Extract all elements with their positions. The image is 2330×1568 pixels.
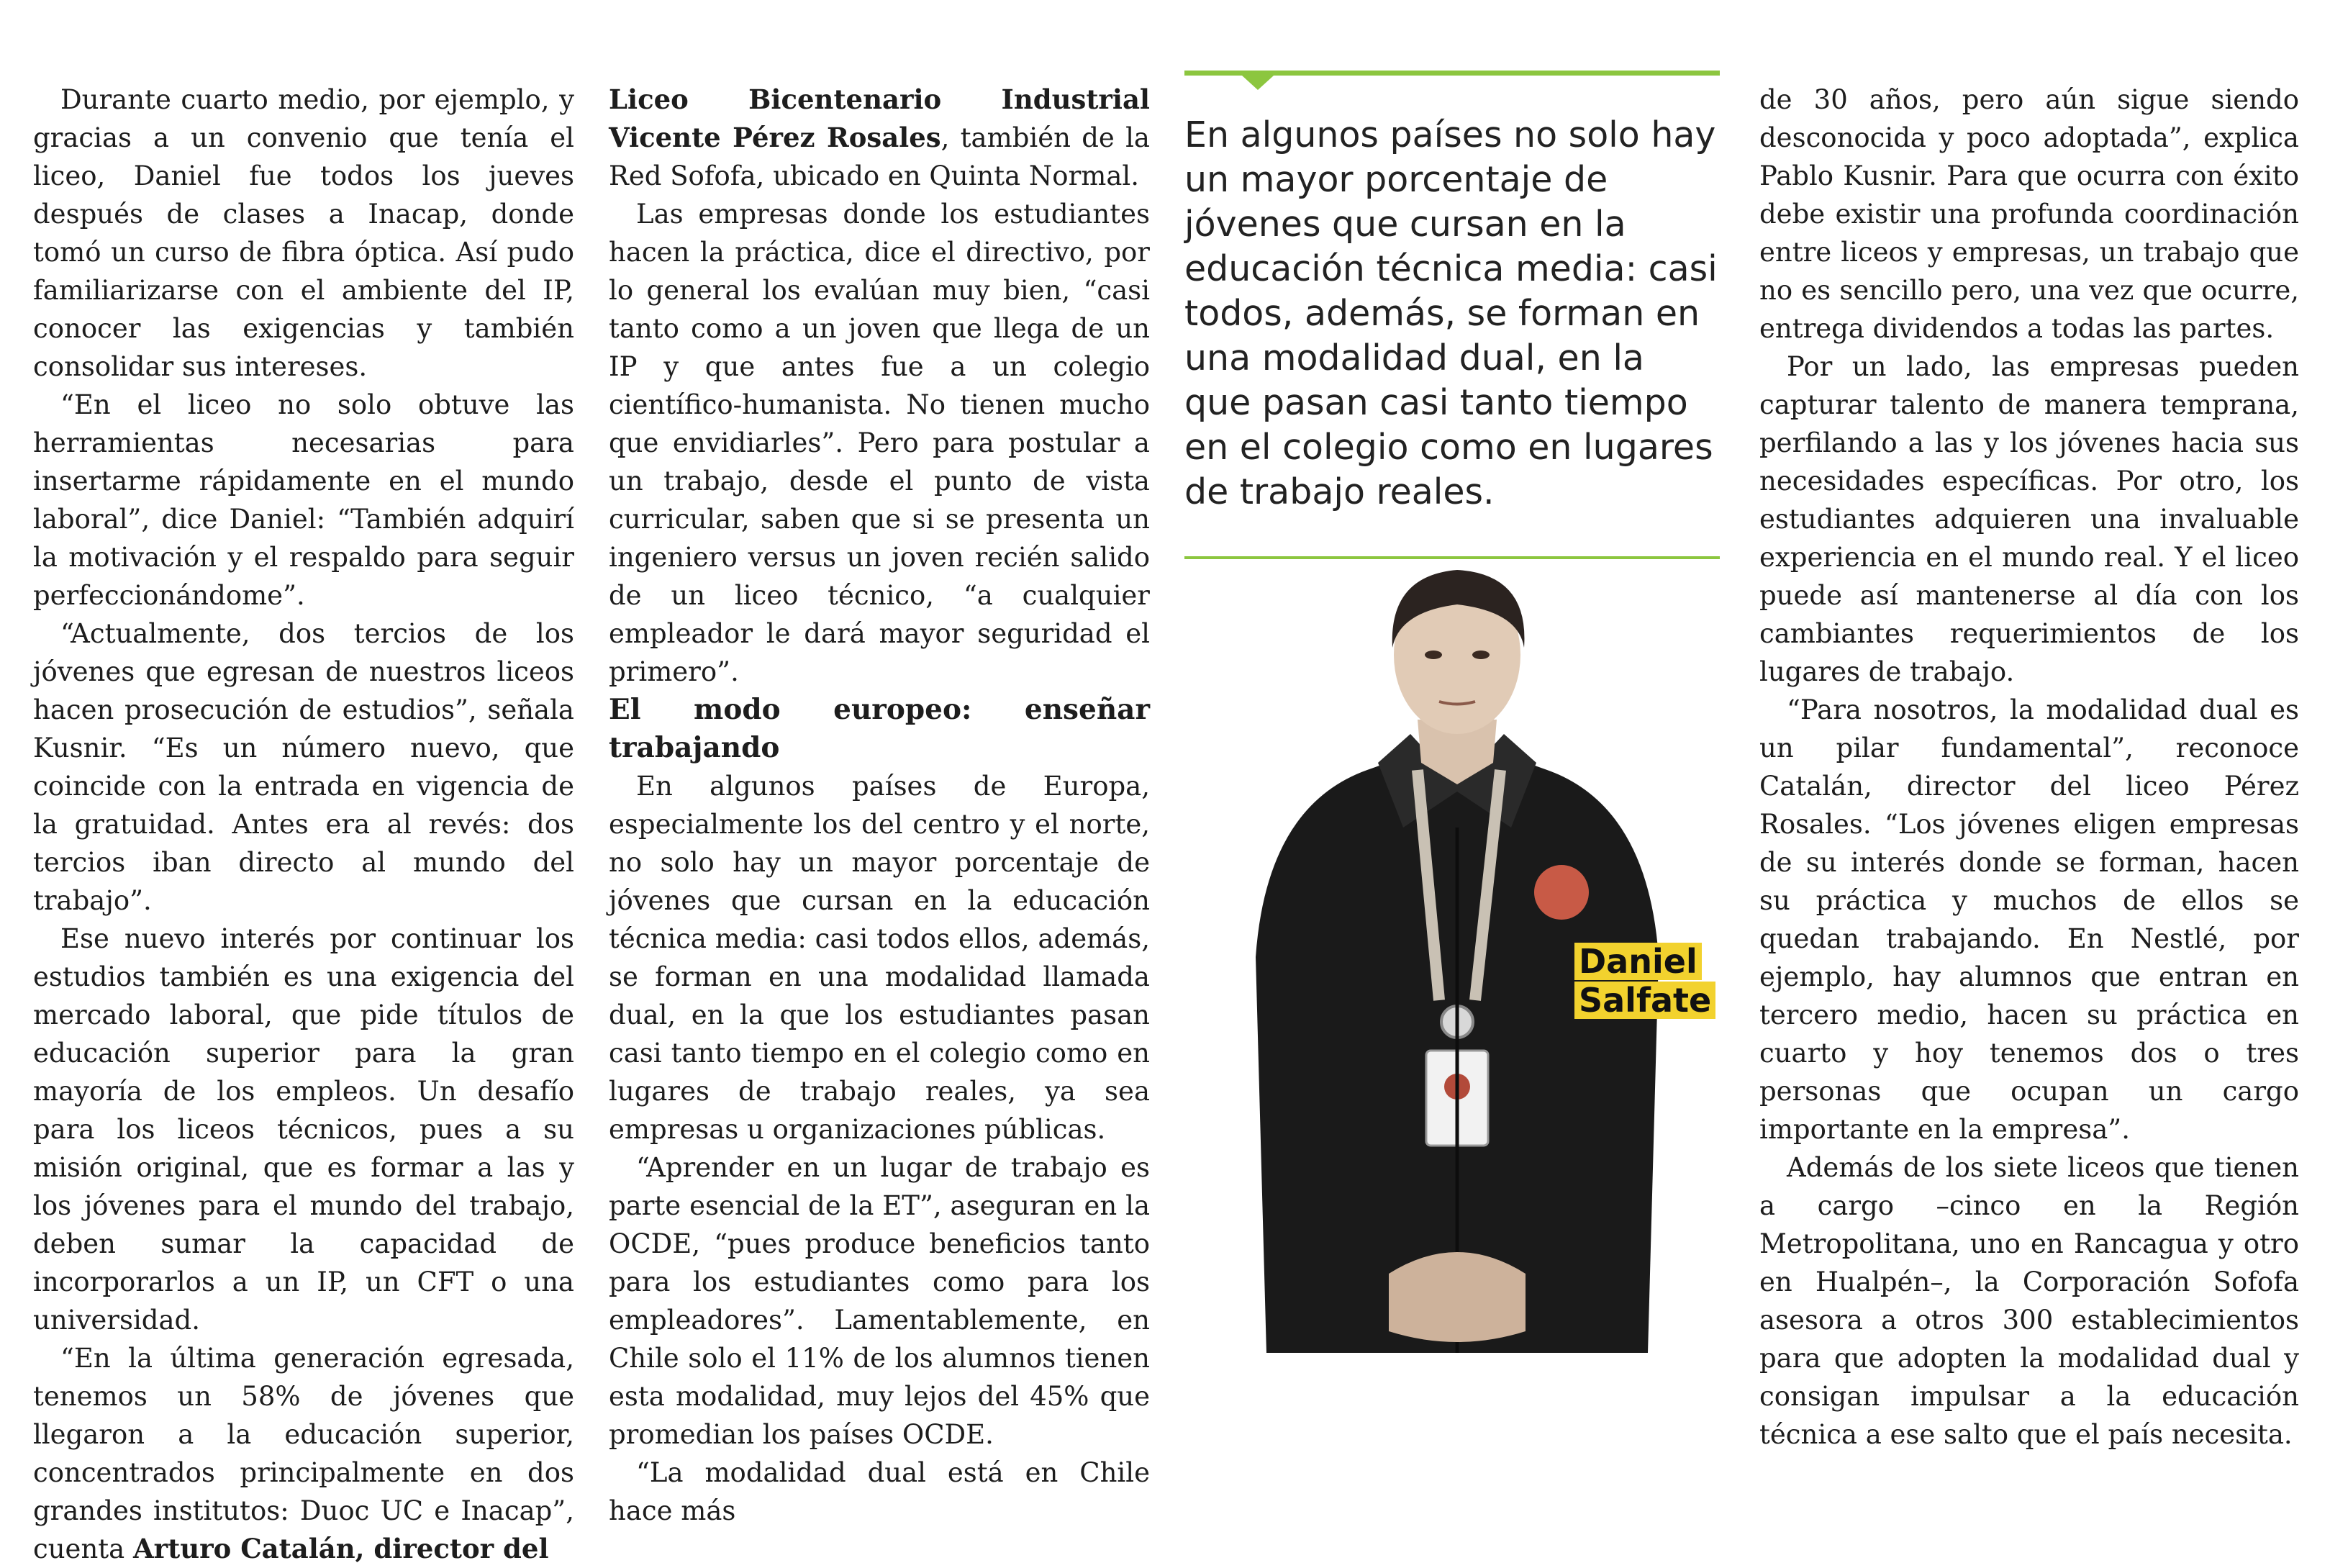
- paragraph: “Actualmente, dos tercios de los jóvenes que egresan de nuestros liceos hacen prosecución de estudios”, señala Kusnir. “Es un número nuevo, que coincide con la entrada en vigencia de la gratuidad. Antes era al revés: dos tercios iban directo al mundo del trabajo”.: [33, 618, 574, 916]
- paragraph: “La modalidad dual está en Chile hace más: [609, 1457, 1150, 1526]
- paragraph: Además de los siete liceos que tienen a cargo –cinco en la Región Metropolitana, uno en Rancagua y otro en Hualpén–, la Corporación Sofofa asesora a otros 300 establecimientos para que adopten la modalidad dual y consigan impulsar a la educación técnica a ese salto que el país necesita.: [1759, 1152, 2299, 1450]
- paragraph: Las empresas donde los estudiantes hacen la práctica, dice el directivo, por lo general los evalúan muy bien, “casi tanto como a un joven que llega de un IP y que antes fue a un colegio científico-humanista. No tienen mucho que envidiarles”. Pero para postular a un trabajo, desde el punto de vista curricular, saben que si se presenta un ingeniero versus un joven recién salido de un liceo técnico, “a cualquier empleador le dará mayor seguridad el primero”.: [609, 199, 1150, 687]
- paragraph-text: “En la última generación egresada, tenemos un 58% de jóvenes que llegaron a la educación superior, concentrados principalmente en dos grandes institutos: Duoc UC e Inacap”, cuenta: [33, 1343, 574, 1564]
- article-column-1: [33, 81, 574, 1564]
- paragraph: En algunos países de Europa, especialmente los del centro y el norte, no solo hay un mayor porcentaje de jóvenes que cursan en la educación técnica media: casi todos ellos, además, se forman en una modalidad llamada dual, en la que los estudiantes pasan casi tanto tiempo en el colegio como en lugares de trabajo reales, ya sea empresas u organizaciones públicas.: [609, 771, 1150, 1145]
- paragraph: Por un lado, las empresas pueden capturar talento de manera temprana, perfilando a las y los jóvenes hacia sus necesidades específicas. Por otro, los estudiantes adquieren una invaluable experiencia en el mundo real. Y el liceo puede así mantenerse al día con los cambiantes requerimientos de los lugares de trabajo.: [1759, 351, 2299, 687]
- caption-line: Salfate: [1574, 982, 1715, 1019]
- paragraph-text: , también de la Red Sofofa, ubicado en Quinta Normal.: [609, 122, 1150, 191]
- paragraph-bold: Arturo Catalán, director del: [132, 1533, 549, 1564]
- paragraph: “Para nosotros, la modalidad dual es un pilar fundamental”, reconoce Catalán, director del liceo Pérez Rosales. “Los jóvenes eligen empresas de su interés donde se forman, hacen su práctica y muchos de ellos se quedan trabajando. En Nestlé, por ejemplo, hay alumnos que entran en tercero medio, hacen su práctica en cuarto y hoy tenemos dos o tres personas que ocupan un cargo importante en la empresa”.: [1759, 694, 2299, 1145]
- caption-line: Daniel: [1574, 943, 1702, 980]
- photo-caption: [1574, 943, 1715, 1020]
- pull-quote-top-rule: [1184, 71, 1720, 76]
- section-subheading: El modo europeo: enseñar trabajando: [609, 693, 1150, 764]
- paragraph: “En el liceo no solo obtuve las herramientas necesarias para insertarme rápidamente en el mundo laboral”, dice Daniel: “También adquirí la motivación y el respaldo para seguir perfeccionándome”.: [33, 389, 574, 611]
- paragraph: de 30 años, pero aún sigue siendo desconocida y poco adoptada”, explica Pablo Kusnir. Para que ocurra con éxito debe existir una profunda coordinación entre liceos y empresas, un trabajo que no es sencillo pero, una vez que ocurre, entrega dividendos a todas las partes.: [1759, 84, 2299, 344]
- paragraph: [33, 1339, 574, 1568]
- pull-quote-text: En algunos países no solo hay un mayor porcentaje de jóvenes que cursan en la educación técnica media: casi todos, además, se forman en una modalidad dual, en la que pasan casi tanto tiempo en el colegio como en lugares de trabajo reales.: [1184, 114, 1718, 512]
- pull-quote: [1184, 71, 1720, 559]
- article-column-2: [609, 81, 1150, 1526]
- paragraph: “Aprender en un lugar de trabajo es parte esencial de la ET”, aseguran en la OCDE, “pues produce beneficios tanto para los estudiantes como para los empleadores”. Lamentablemente, en Chile solo el 11% de los alumnos tienen esta modalidad, muy lejos del 45% que promedian los países OCDE.: [609, 1152, 1150, 1450]
- paragraph: Durante cuarto medio, por ejemplo, y gracias a un convenio que tenía el liceo, Daniel fue todos los jueves después de clases a Inacap, donde tomó un curso de fibra óptica. Así pudo familiarizarse con el ambiente del IP, conocer las exigencias y también consolidar sus intereses.: [33, 84, 574, 382]
- paragraph: [609, 81, 1150, 195]
- paragraph-bold: Liceo Bicentenario Industrial Vicente Pérez Rosales: [609, 83, 1150, 153]
- paragraph: Ese nuevo interés por continuar los estudios también es una exigencia del mercado laboral, que pide títulos de educación superior para la gran mayoría de los empleos. Un desafío para los liceos técnicos, pues a su misión original, que es formar a las y los jóvenes para el mundo del trabajo, deben sumar la capacidad de incorporarlos a un IP, un CFT o una universidad.: [33, 923, 574, 1336]
- pull-quote-notch: [1242, 76, 1274, 90]
- article-column-4: [1759, 81, 2299, 1450]
